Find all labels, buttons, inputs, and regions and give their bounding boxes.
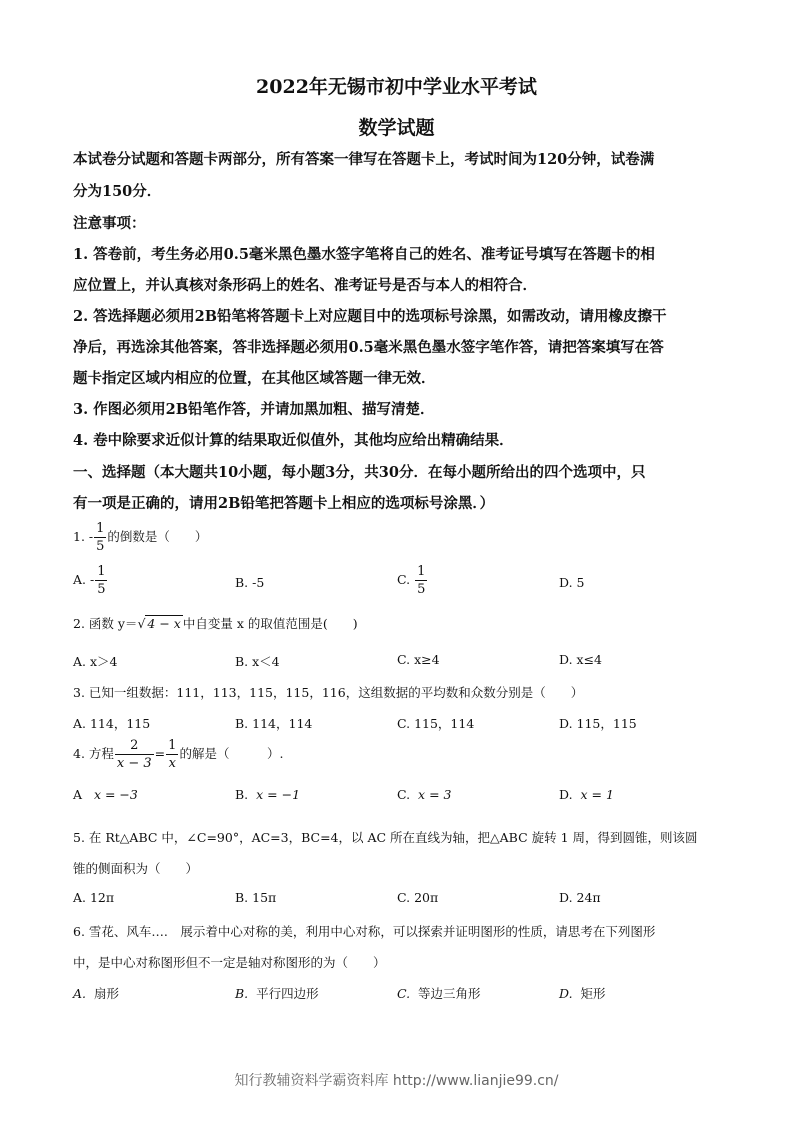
note-2-line-2: 净后，再选涂其他答案，答非选择题必须用0.5毫米黑色墨水签字笔作答，请把答案填写在答 [73,339,664,356]
q1-option-c-num: 1 [417,564,426,579]
q2-option-a: A. x＞4 [73,654,118,669]
q3-option-c: C. 115，114 [397,716,475,731]
q4-right-den: x [168,756,176,771]
q1-option-b: B. -5 [235,575,265,590]
section-heading-line-1: 一、选择题（本大题共10小题，每小题3分，共30分．在每小题所给出的四个选项中，只 [73,464,646,481]
question-5-line-2: 锥的侧面积为（ ） [73,861,199,876]
q6-option-b-text: 平行四边形 [256,986,319,1001]
q6-option-d-text: 矩形 [580,986,606,1001]
q2-option-b: B. x＜4 [235,654,280,669]
q1-option-c-label: C. [397,572,411,587]
q5-option-a: A. 12π [73,890,115,905]
q1-option-a-label: A. - [73,572,95,587]
question-6-line-2: 中，是中心对称图形但不一定是轴对称图形的为（ ） [73,955,386,970]
q4-right-num: 1 [168,738,177,753]
q3-option-d: D. 115，115 [559,716,637,731]
q4-equals: = [154,746,166,761]
q4-left-num: 2 [115,739,154,755]
q4-option-b-value: x = −1 [256,787,301,802]
q4-fraction-left [115,739,154,770]
q4-fraction-right [166,739,178,770]
q4-option-c [397,787,451,802]
q4-option-d [559,787,614,802]
question-1 [73,522,207,553]
question-3: 3. 已知一组数据：111，113，115，115，116，这组数据的平均数和众数分别是（ ） [73,685,584,700]
q4-suffix: 的解是（ ）. [179,746,284,761]
q6-option-a-text: 扇形 [93,986,119,1001]
q6-option-d-label: D. [559,986,573,1001]
footer-watermark: 知行教辅资料学霸资料库 http://www.lianjie99.cn/ [234,1073,559,1089]
q1-option-c [397,565,428,596]
q4-option-a [73,787,138,802]
q5-option-d: D. 24π [559,890,601,905]
q2-option-d: D. x≤4 [559,652,602,667]
q6-option-c-text: 等边三角形 [418,986,481,1001]
q1-option-a-den: 5 [97,582,106,597]
q1-option-a-num: 1 [97,564,106,579]
note-4: 4. 卷中除要求近似计算的结果取近似值外，其他均应给出精确结果． [73,432,514,449]
q4-option-d-value: x = 1 [580,787,614,802]
question-6-line-1: 6. 雪花、风车…. 展示着中心对称的美，利用中心对称，可以探索并证明图形的性质，请思考在下列图形 [73,924,656,939]
note-3: 3. 作图必须用2B铅笔作答，并请加黑加粗、描写清楚． [73,401,435,418]
q5-option-c: C. 20π [397,890,439,905]
q1-fraction [94,522,106,553]
intro-line-2: 分为150分． [73,183,162,200]
q1-option-c-fraction [415,565,427,596]
question-5-line-1: 5. 在 Rt△ABC 中，∠C=90°，AC=3，BC=4，以 AC 所在直线为轴，把△ABC 旋转 1 周，得到圆锥，则该圆 [73,830,698,845]
note-2-line-1: 2. 答选择题必须用2B铅笔将答题卡上对应题目中的选项标号涂黑，如需改动，请用橡皮擦干 [73,308,667,325]
q4-option-b-label: B. [235,787,249,802]
q1-option-a [73,565,108,596]
q6-option-b [235,984,319,1002]
q1-numerator: 1 [96,521,105,536]
notes-heading: 注意事项： [73,215,146,232]
question-4 [73,739,283,770]
q4-prefix: 4. 方程 [73,746,114,761]
q2-option-c: C. x≥4 [397,652,440,667]
q1-option-c-den: 5 [417,582,426,597]
sqrt-icon: √ [137,616,146,631]
q3-option-b: B. 114，114 [235,716,313,731]
note-1-line-2: 应位置上，并认真核对条形码上的姓名、准考证号是否与本人的相符合． [73,277,537,294]
q4-option-d-label: D. [559,787,573,802]
q5-option-b: B. 15π [235,890,277,905]
q6-option-a-label: A. [73,986,87,1001]
q1-denominator: 5 [96,539,105,554]
page-subtitle: 数学试题 [358,117,435,139]
page-title: 2022年无锡市初中学业水平考试 [256,76,537,98]
q6-option-a [73,984,119,1002]
q6-option-d [559,984,606,1002]
q3-option-a: A. 114，115 [73,716,151,731]
q1-option-a-fraction [95,565,107,596]
q2-radicand: 4 − x [147,616,181,631]
q4-left-den: x − 3 [116,756,152,771]
note-1-line-1: 1. 答卷前，考生务必用0.5毫米黑色墨水签字笔将自己的姓名、准考证号填写在答题卡的相 [73,246,655,263]
q1-suffix: 的倒数是（ ） [107,529,208,544]
q2-prefix: 2. 函数 y＝ [73,616,138,631]
q6-option-c-label: C. [397,986,411,1001]
q4-option-c-value: x = 3 [418,787,452,802]
note-2-line-3: 题卡指定区域内相应的位置，在其他区域答题一律无效． [73,370,436,387]
q4-option-b [235,787,300,802]
q2-suffix: 中自变量 x 的取值范围是( ) [182,616,358,631]
q4-option-c-label: C. [397,787,411,802]
q1-option-d: D. 5 [559,575,585,590]
intro-line-1: 本试卷分试题和答题卡两部分，所有答案一律写在答题卡上，考试时间为120分钟，试卷满 [73,151,655,168]
q4-option-a-label: A [73,787,83,802]
q4-option-a-value: x = −3 [93,787,138,802]
question-2 [73,614,358,632]
q6-option-b-label: B. [235,986,249,1001]
section-heading-line-2: 有一项是正确的，请用2B铅笔把答题卡上相应的选项标号涂黑．） [73,495,495,512]
q6-option-c [397,984,481,1002]
q1-prefix: 1. - [73,529,94,544]
